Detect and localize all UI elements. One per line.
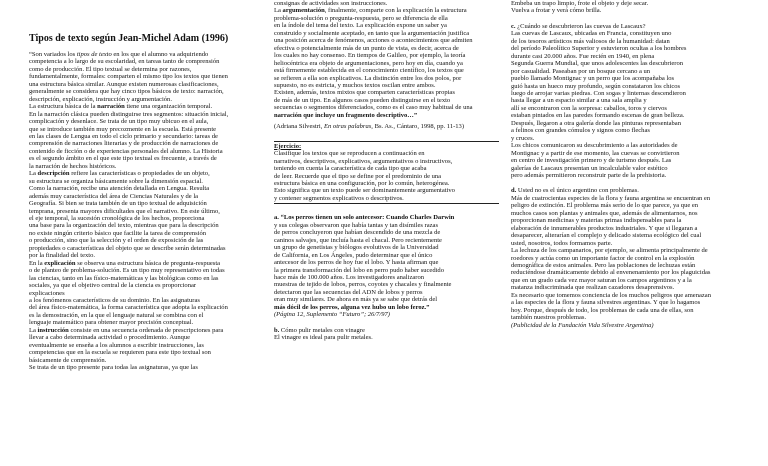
text-line: una base para la organización del texto, mientras que para la descripción [29, 222, 219, 230]
text-line: En la narración clásica pueden distinguirse tres segmentos: situación inicial, [29, 110, 229, 118]
text-line: fundamentalmente, formales: comparten el mismo tipo los textos que tienen [29, 73, 228, 81]
document-title: Tipos de texto según Jean-Michel Adam (1996) [29, 33, 229, 44]
text-a-source: (Página 12, Suplemento “Futuro”; 26/7/97) [274, 311, 390, 319]
text-line: está firmemente establecida en el conocimiento científico, los textos que [274, 67, 464, 75]
text-line: problema-solución o pregunta-respuesta, pero se diferencia de ella [274, 14, 448, 22]
text-line: detectaron que las secuencias del ADN de lobos y perros [274, 288, 423, 296]
text-d-heading: d. Usted no es el único argentino con problemas. [511, 187, 639, 195]
text-line: supuesto, no es estricta, y muchos textos oscilan entre ambos. [274, 81, 436, 89]
text-line: estaban pintados en las paredes formando escenas de gran belleza. [511, 112, 685, 120]
narracion-term: narración [97, 103, 125, 111]
text-line: antecesor de los perros de hoy fue el lobo. Y hasta afirman que [274, 259, 439, 267]
text-line: En la explicación se observa una estructura básica de pregunta-respuesta [29, 259, 221, 267]
text-line: Clasifique los textos que se reproducen a continuación en [274, 150, 425, 158]
text-line: “Son variados los tipos de texto en los que el alumno va adquiriendo [29, 51, 209, 58]
text-line: por la finalidad del texto. [29, 252, 95, 260]
text-line: también nuestros problemas. [511, 314, 587, 322]
text-line: comprensión de narraciones literarias y de producción de narraciones de [29, 140, 219, 148]
text-line: proporcionan medicinas y materias primas indispensables para la [511, 217, 682, 225]
text-line: narrativos, descriptivos, explicativos, argumentativos o instructivos, [274, 157, 453, 165]
text-line: durante casi 20.000 años. Fue recién en 1940, en plena [511, 52, 655, 60]
text-line: estructura básica en una configuración, por lo común, heterogénea. [274, 179, 450, 187]
explicacion-term: explicación [44, 259, 76, 267]
text-line: competencia a lo largo de su escolaridad, en tareas tanto de comprensión [29, 58, 220, 66]
text-line: Embeba un trapo limpio, frote el objeto y deje secar. [511, 0, 649, 7]
text-line: generalmente se considera que hay cinco tipos básicos de texto: narración, [29, 88, 224, 96]
text-line: en la índole del tema del texto. La explicación expone un saber ya [274, 22, 447, 30]
text-line: y sus colegas observaron que había tantas y tan disímiles razas [274, 221, 438, 229]
argumentacion-term: argumentación [282, 7, 325, 15]
text-line: no existe ningún criterio básico que facilite la tarea de comprensión [29, 229, 207, 237]
text-line: secuencias o segmentos diferenciados, como es el caso muy habitual de una [274, 104, 473, 112]
text-line: competencias que en la escuela se requieren para este tipo textual son [29, 349, 211, 357]
text-line: Los chicos comunicaron su descubrimiento a las autoridades de [511, 142, 678, 150]
text-line: Vuelva a frotar y verá cómo brilla. [511, 7, 602, 15]
column-2 [274, 0, 499, 342]
text-line: y cruces. [511, 134, 535, 142]
text-line: Es necesario que tomemos conciencia de los muchos peligros que amenazan [511, 291, 711, 299]
text-line: elaboración de innumerables productos industriales. Y que si llegaran a [511, 224, 698, 232]
text-line: en las clases de Lengua en todo el ciclo primario y secundario: tareas de [29, 132, 218, 140]
instruccion-term: instrucción [37, 326, 69, 334]
descripcion-term: descripción [37, 170, 70, 178]
text-line: Como la narración, recibe una atención detallada en Lengua. Resulta [29, 185, 210, 193]
text-line: Se trata de un tipo presente para todas las asignaturas, ya que las [29, 364, 198, 372]
text-line: es la demostración, en la que el lenguaje natural se combina con el [29, 311, 204, 319]
text-line: el eje temporal, la sucesión cronológica de los hechos, proporciona [29, 214, 205, 222]
text-line: Existen, además, textos mixtos que comparten características propias [274, 89, 455, 97]
column-1-body [29, 51, 266, 371]
text-line: galerías de Lascaux presentan un incalculable valor estético [511, 164, 668, 172]
text-line: Segunda Guerra Mundial, que unos adolescentes las descubrieron [511, 60, 683, 68]
text-line: reduciéndose dramáticamente debido al envenenamiento por los plaguicidas [511, 269, 711, 277]
text-line: El vinagre es ideal para pulir metales. [274, 334, 373, 342]
text-line: Las cuevas de Lascaux, ubicadas en Francia, constituyen uno [511, 30, 672, 38]
exercise-box [274, 141, 499, 205]
text-line: las ciencias, tanto en las físico-matemáticas y las biológicas como en las [29, 274, 219, 282]
text-line: una posición acerca de fenómenos, acciones o acontecimientos que admiten [274, 37, 473, 45]
text-line: usted, nosotros, todos formamos parte. [511, 239, 613, 247]
text-line: eran muy similares. De ahora en más ya se sabe que detrás del [274, 296, 438, 304]
column-1 [29, 33, 266, 371]
text-line: descripción, explicación, instrucción y argumentación. [29, 95, 172, 103]
text-line: a felinos con grandes cómulos y signos como flechas [511, 127, 650, 135]
text-line: luego de arrojar varias piedras. Con sogas y linternas descendieron [511, 89, 686, 97]
text-line: La instrucción consiste en una secuencia ordenada de prescripciones para [29, 326, 224, 334]
text-line: llevar a cabo determinada actividad o procedimiento. Aunque [29, 334, 191, 342]
text-line: un grupo de genetistas y biólogos evolutivos de la Universidad [274, 244, 439, 252]
text-line: narración que incluye un fragmento descriptivo…” [274, 111, 418, 119]
text-line: temprana, presenta mayores dificultades que el narrativo. En este último, [29, 207, 220, 215]
text-line: La descripción refiere las características o propiedades de un objeto, [29, 170, 210, 178]
text-line: demográfica de estos animales. Pero las poblaciones de lechuzas están [511, 261, 696, 269]
text-line: básicamente de comprensión. [29, 356, 107, 364]
text-line: desaparecer, alterarían el complejo y delicado sistema ecológico del cual [511, 232, 702, 240]
text-line: del área físico-matemática, la forma característica que adopta la explicación [29, 304, 228, 312]
text-line: además muy característica del área de Ciencias Naturales y de la [29, 192, 199, 200]
text-line: La estructura básica de la narración tiene una organización temporal. [29, 103, 213, 111]
text-line: caninos salvajes, que incluía hasta el chacal. Pero recientemente [274, 236, 442, 244]
text-line: matanza indiscriminada que realizan cazadores desaprensivos. [511, 284, 675, 292]
column-3 [511, 0, 743, 329]
text-line: explicaciones [29, 289, 65, 297]
text-line: complicación y desenlace. Se trata de un tipo muy ubicuo en el aula, [29, 118, 209, 126]
text-line: pero además permitieron reconstruir parte de la prehistoria. [511, 171, 667, 179]
text-line: hasta llegar a un espacio similar a una sala amplia y [511, 97, 647, 105]
citation: (Adriana Silvestri, En otras palabras, Bs. As., Cántaro, 1998, pp. 11-13) [274, 123, 465, 131]
text-line: o de planteo de problema-solución. Es un tipo muy representativo en todas [29, 267, 225, 275]
text-line: una estructura básica similar. Aunque existen numerosas clasificaciones, [29, 80, 219, 88]
text-c-heading: c. ¿Cuándo se descubrieron las cuevas de Lascaux? [511, 22, 646, 30]
text-line: del período Paleolítico Superior y estuvieron ocultas a los hombres [511, 45, 687, 53]
text-line: roedores y actúa como un importante factor de control en la explosión [511, 254, 695, 262]
text-line: a los fenómenos característicos de su dominio. En las asignaturas [29, 296, 200, 304]
text-line: efectiva o potencialmente más de un punto de vista, es decir, acerca de [274, 44, 459, 52]
text-line: La lechuza de los campanarios, por ejemplo, se alimenta principalmente de [511, 247, 708, 255]
text-line: por casualidad. Paseaban por un bosque cercano a un [511, 67, 651, 75]
text-line: se refieren a ella son explicativos. La distinción entre los dos polos, por [274, 74, 462, 82]
text-line: a las especies de la flora y fauna silvestres argentinas. Y que lo hagamos [511, 299, 701, 307]
text-line: La argumentación, finalmente, comparte con la explicación la estructura [274, 7, 467, 15]
text-line: pueblo llamado Montignac y un perro que los acompañaba los [511, 75, 675, 83]
text-line: y contener segmentos explicativos o descriptivos. [274, 194, 404, 202]
text-line: construido y socialmente aceptado, en tanto que la argumentación justifica [274, 29, 470, 37]
exercise-label: Ejercicio: [274, 142, 302, 150]
text-line: hoy. Porque, después de todo, los problemas de cada una de ellas, son [511, 306, 694, 314]
text-line: Más de cuatrocientas especies de la flora y fauna argentina se encuentran en [511, 194, 711, 202]
text-line: teniendo en cuenta la característica de cada tipo que acaba [274, 165, 427, 173]
text-line: propiedades o características del objeto que se describe serán determinadas [29, 244, 226, 252]
text-d-source: (Publicidad de la Fundación Vida Silvestre Argentina) [511, 321, 654, 329]
text-line: que se introduce también muy precozmente en la escuela. Está presente [29, 125, 217, 133]
text-line: muestras de tejido de lobos, perros, coyotes y chacales y finalmente [274, 281, 452, 289]
text-line: es el segundo ámbito en el que este tipo textual es frecuente, a través de [29, 155, 217, 163]
text-line: de leer. Recuerde que el tipo se define por el predominio de una [274, 172, 442, 180]
text-line: en centro de investigación primero y de turismo después. Las [511, 157, 672, 165]
text-line: contenido de ficción o de experiencias personales del alumno. La Historia [29, 147, 223, 155]
text-line: Geografía. Si bien se trata también de un tipo textual de adquisición [29, 200, 207, 208]
text-line: allí se encontraron con la sorpresa: caballos, toros y ciervos [511, 104, 667, 112]
text-line: la primera transformación del lobo en perro pudo haber sucedido [274, 266, 444, 274]
text-line: que en un grado cada vez mayor saturan los campos argentinos y a la [511, 276, 692, 284]
text-line: heliocéntrica era objeto de argumentaciones, pero hoy en día, cuando ya [274, 59, 463, 67]
text-line: de los tesoros artísticos más valiosos de la humanidad: datan [511, 37, 670, 45]
text-line: guió hasta un hueco muy profundo, según constataron los chicos [511, 82, 681, 90]
text-line: Después, llegaron a otra galería donde las pinturas representaban [511, 119, 681, 127]
text-line: más dócil de los perros, alguna vez hubo un lobo feroz.” [274, 303, 430, 311]
text-a-heading: a. “Los perros tienen un solo antecesor: Cuando Charles Darwin [274, 214, 455, 222]
text-line: sociales, ya que el objetivo central de la ciencia es proporcionar [29, 282, 197, 290]
text-line: la narración de hechos históricos. [29, 162, 117, 170]
text-line: de perros concluyeron que habían descendido de una mezcla de [274, 229, 441, 237]
text-line: los cuales no hay consenso. En tiempos de Galileo, por ejemplo, la teoría [274, 52, 466, 60]
text-line: su estructura se organiza básicamente sobre la dimensión espacial. [29, 177, 203, 185]
text-line: eventualmente se enseña a los alumnos a escribir instrucciones, las [29, 341, 204, 349]
text-line: peligro de extinción. El problema más serio de lo que parece, ya que en [511, 202, 699, 210]
text-line: como de producción. El tipo textual se determina por razones, [29, 65, 192, 73]
text-line: de California, en Los Ángeles, pudo determinar que el único [274, 251, 433, 259]
text-b-heading: b. Cómo pulir metales con vinagre [274, 326, 365, 334]
text-line: consignas de actividades son instrucciones. [274, 0, 388, 7]
text-line: Esto significa que un texto puede ser dominantemente argumentativo [274, 187, 455, 195]
text-line: lenguaje matemático para obtener mayor precisión conceptual. [29, 319, 194, 327]
text-line: hace más de 100.000 años. Los investigadores analizaron [274, 273, 424, 281]
text-line: muchos casos son plantas y animales que, además de alimentarnos, nos [511, 209, 698, 217]
text-line: Montignac y a partir de ese momento, las cuevas se convirtieron [511, 149, 680, 157]
text-line: de más de un tipo. En algunos casos pueden distinguirse en el texto [274, 96, 451, 104]
tipos-de-texto-term: tipos de texto [76, 51, 112, 58]
text-line: o producción, sino que la selección y el orden de exposición de las [29, 237, 204, 245]
